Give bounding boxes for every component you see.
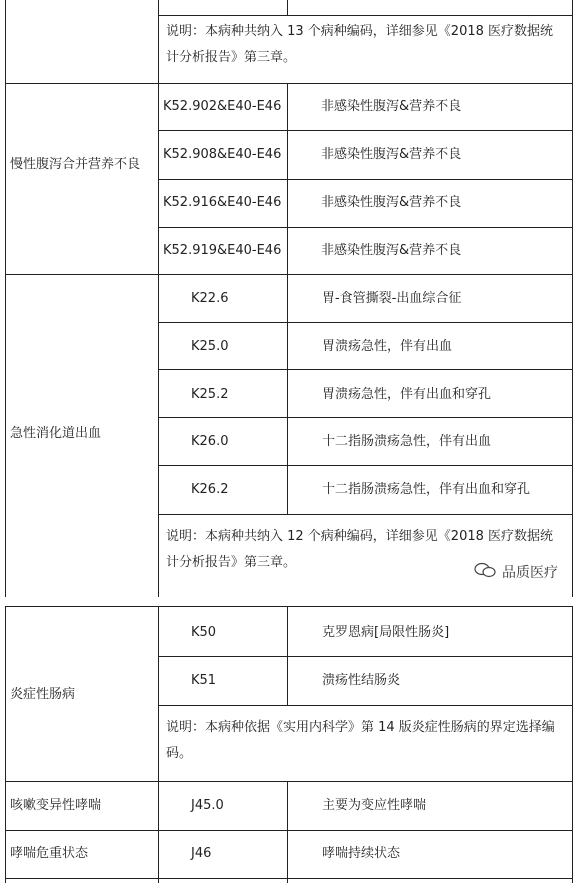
disease-severe-asthma: 哮喘危重状态 [10, 846, 89, 861]
disease-bleeding: 急性消化道出血 [10, 426, 102, 441]
desc-cell: 哮喘持续状态 [322, 846, 401, 861]
desc-cell: 非感染性腹泻&营养不良 [321, 243, 462, 258]
bleeding-note: 说明：本病种共纳入 12 个病种编码，详细参见《2018 医疗数据统计分析报告》第三章。 [166, 529, 554, 570]
desc-cell: 十二指肠溃疡急性，伴有出血 [322, 434, 492, 449]
desc-cell: 非感染性腹泻&营养不良 [321, 195, 462, 210]
disease-ibd: 炎症性肠病 [10, 687, 76, 702]
disease-diarrhea: 慢性腹泻合并营养不良 [10, 157, 141, 172]
ibd-note: 说明：本病种依据《实用内科学》第 14 版炎症性肠病的界定选择编码。 [166, 720, 555, 761]
code-cell: K52.916&E40-E46 [163, 195, 282, 210]
desc-cell: 非感染性腹泻&营养不良 [321, 147, 462, 162]
code-cell: K52.908&E40-E46 [163, 147, 282, 162]
desc-cell: 胃溃疡急性，伴有出血 [322, 339, 453, 354]
code-cell: K52.919&E40-E46 [163, 243, 282, 258]
desc-cell: 克罗恩病[局限性肠炎] [322, 625, 450, 640]
code-cell: K52.902&E40-E46 [163, 99, 282, 114]
code-cell: K50 [191, 625, 217, 640]
watermark [474, 562, 558, 582]
code-cell: K26.0 [191, 434, 229, 449]
desc-cell: 非感染性腹泻&营养不良 [321, 99, 462, 114]
desc-cell: 十二指肠溃疡急性，伴有出血和穿孔 [322, 482, 531, 497]
code-cell: J46 [191, 846, 212, 861]
section1-note: 说明：本病种共纳入 13 个病种编码，详细参见《2018 医疗数据统计分析报告》第三章。 [166, 24, 554, 65]
desc-cell: 溃疡性结肠炎 [322, 673, 401, 688]
code-cell: J45.0 [191, 798, 224, 813]
code-cell: K22.6 [191, 291, 229, 306]
disease-cough-asthma: 咳嗽变异性哮喘 [10, 798, 102, 813]
code-cell: K26.2 [191, 482, 229, 497]
code-cell: K25.2 [191, 387, 229, 402]
code-cell: K25.0 [191, 339, 229, 354]
code-cell: K51 [191, 673, 217, 688]
watermark-label: 品质医疗 [502, 565, 558, 581]
desc-cell: 胃溃疡急性，伴有出血和穿孔 [322, 387, 492, 402]
desc-cell: 主要为变应性哮喘 [322, 798, 427, 813]
wechat-icon [474, 562, 496, 582]
page-break [0, 597, 578, 606]
desc-cell: 胃-食管撕裂-出血综合征 [322, 291, 462, 306]
